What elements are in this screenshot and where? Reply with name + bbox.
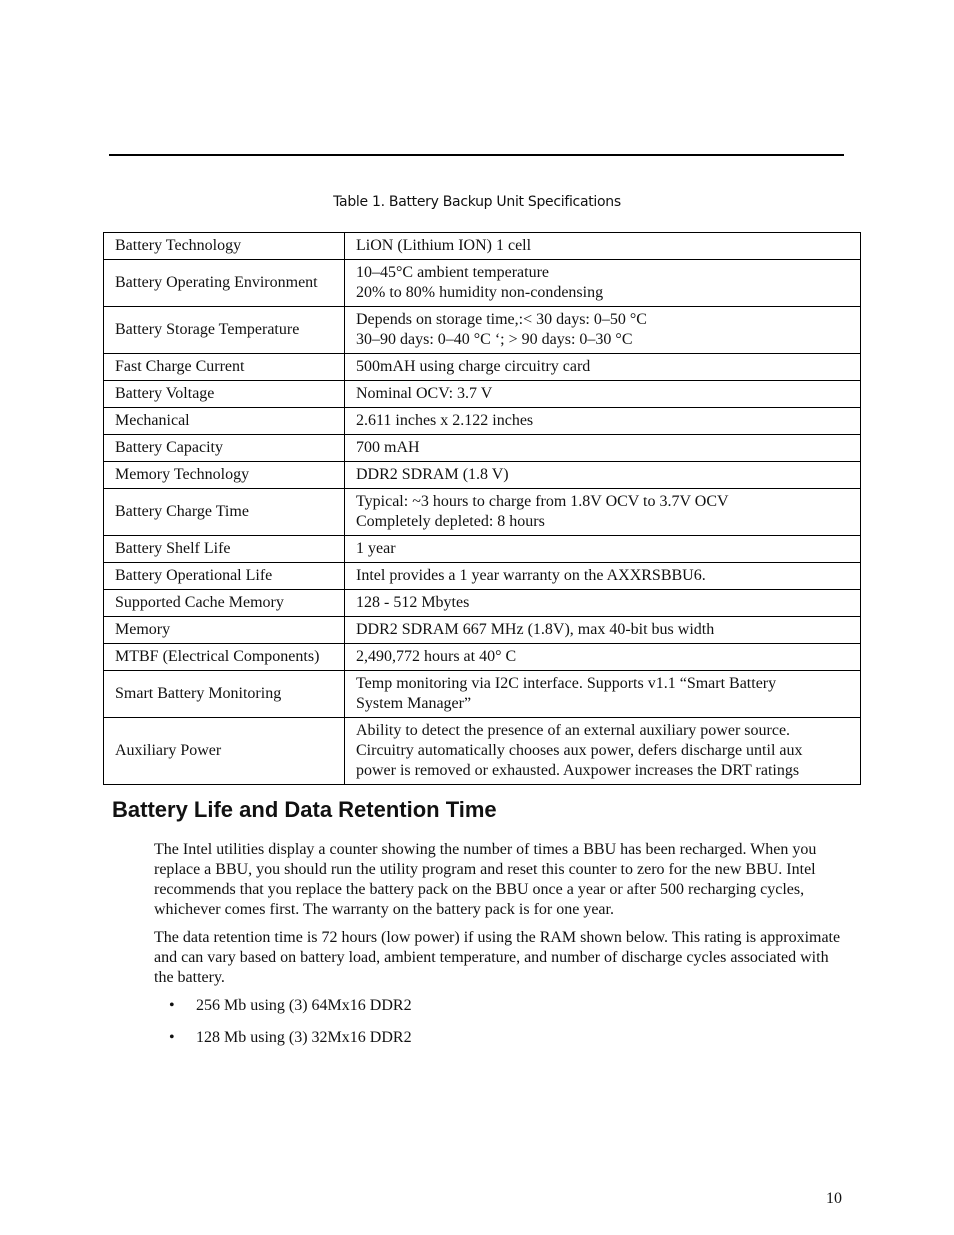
- section-heading: Battery Life and Data Retention Time: [112, 797, 497, 822]
- table-row: [104, 381, 861, 408]
- bullet-list: [154, 996, 844, 1048]
- table-row: [104, 489, 861, 536]
- table-row: [104, 435, 861, 462]
- bullet-icon: •: [169, 1029, 175, 1046]
- list-item: [154, 996, 844, 1016]
- table-caption: Table 1. Battery Backup Unit Specifications: [333, 194, 621, 210]
- spec-label: Battery Charge Time: [104, 489, 345, 536]
- spec-label: Battery Shelf Life: [104, 536, 345, 563]
- spec-value: 128 - 512 Mbytes: [345, 590, 861, 617]
- table-row: [104, 644, 861, 671]
- spec-value: LiON (Lithium ION) 1 cell: [345, 233, 861, 260]
- spec-label: Memory: [104, 617, 345, 644]
- spec-value: 2,490,772 hours at 40° C: [345, 644, 861, 671]
- spec-value: DDR2 SDRAM 667 MHz (1.8V), max 40-bit bus width: [345, 617, 861, 644]
- spec-label: Auxiliary Power: [104, 718, 345, 785]
- table-row: [104, 536, 861, 563]
- spec-value: Typical: ~3 hours to charge from 1.8V OCV to 3.7V OCV Completely depleted: 8 hours: [345, 489, 861, 536]
- table-row: [104, 617, 861, 644]
- spec-value: 10–45°C ambient temperature 20% to 80% humidity non-condensing: [345, 260, 861, 307]
- table-row: [104, 233, 861, 260]
- table-row: [104, 462, 861, 489]
- table-row: [104, 671, 861, 718]
- spec-label: Battery Voltage: [104, 381, 345, 408]
- spec-label: Mechanical: [104, 408, 345, 435]
- spec-label: Battery Operating Environment: [104, 260, 345, 307]
- list-item-text: 256 Mb using (3) 64Mx16 DDR2: [196, 997, 412, 1014]
- list-item: [154, 1028, 844, 1048]
- paragraph: The Intel utilities display a counter showing the number of times a BBU has been recharged. When you replace a BBU, you should run the utility program and reset this counter to zero for the new BBU. Intel recommends that you replace the battery pack on the BBU once a year or after 500 recharging cycles, whichever comes first. The warranty on the battery pack is for one year.: [154, 841, 817, 918]
- spec-value: DDR2 SDRAM (1.8 V): [345, 462, 861, 489]
- table-row: [104, 408, 861, 435]
- spec-label: Battery Operational Life: [104, 563, 345, 590]
- spec-value: 500mAH using charge circuitry card: [345, 354, 861, 381]
- spec-value: Intel provides a 1 year warranty on the AXXRSBBU6.: [345, 563, 861, 590]
- spec-value: 1 year: [345, 536, 861, 563]
- spec-value: Depends on storage time,:< 30 days: 0–50 °C 30–90 days: 0–40 °C ‘; > 90 days: 0–30 °C: [345, 307, 861, 354]
- spec-label: MTBF (Electrical Components): [104, 644, 345, 671]
- table-row: [104, 354, 861, 381]
- spec-value: 700 mAH: [345, 435, 861, 462]
- spec-value: Ability to detect the presence of an external auxiliary power source. Circuitry automatically chooses aux power, defers discharge until aux power is removed or exhausted. Auxpower increases the DRT ratings: [345, 718, 861, 785]
- bullet-icon: •: [169, 997, 175, 1014]
- spec-label: Memory Technology: [104, 462, 345, 489]
- spec-label: Fast Charge Current: [104, 354, 345, 381]
- spec-value: Nominal OCV: 3.7 V: [345, 381, 861, 408]
- spec-value: 2.611 inches x 2.122 inches: [345, 408, 861, 435]
- spec-label: Battery Capacity: [104, 435, 345, 462]
- page-number: 10: [826, 1190, 842, 1207]
- spec-label: Supported Cache Memory: [104, 590, 345, 617]
- spec-label: Battery Storage Temperature: [104, 307, 345, 354]
- table-row: [104, 307, 861, 354]
- specifications-table: [103, 232, 861, 785]
- section-body: [154, 840, 844, 1060]
- spec-label: Smart Battery Monitoring: [104, 671, 345, 718]
- table-row: [104, 718, 861, 785]
- spec-label: Battery Technology: [104, 233, 345, 260]
- table-row: [104, 590, 861, 617]
- list-item-text: 128 Mb using (3) 32Mx16 DDR2: [196, 1029, 412, 1046]
- table-row: [104, 260, 861, 307]
- table-row: [104, 563, 861, 590]
- paragraph: The data retention time is 72 hours (low power) if using the RAM shown below. This rating is approximate and can vary based on battery load, ambient temperature, and number of discharge cycles associated with the battery.: [154, 929, 841, 986]
- spec-value: Temp monitoring via I2C interface. Supports v1.1 “Smart Battery System Manager”: [345, 671, 861, 718]
- header-rule: [109, 154, 844, 156]
